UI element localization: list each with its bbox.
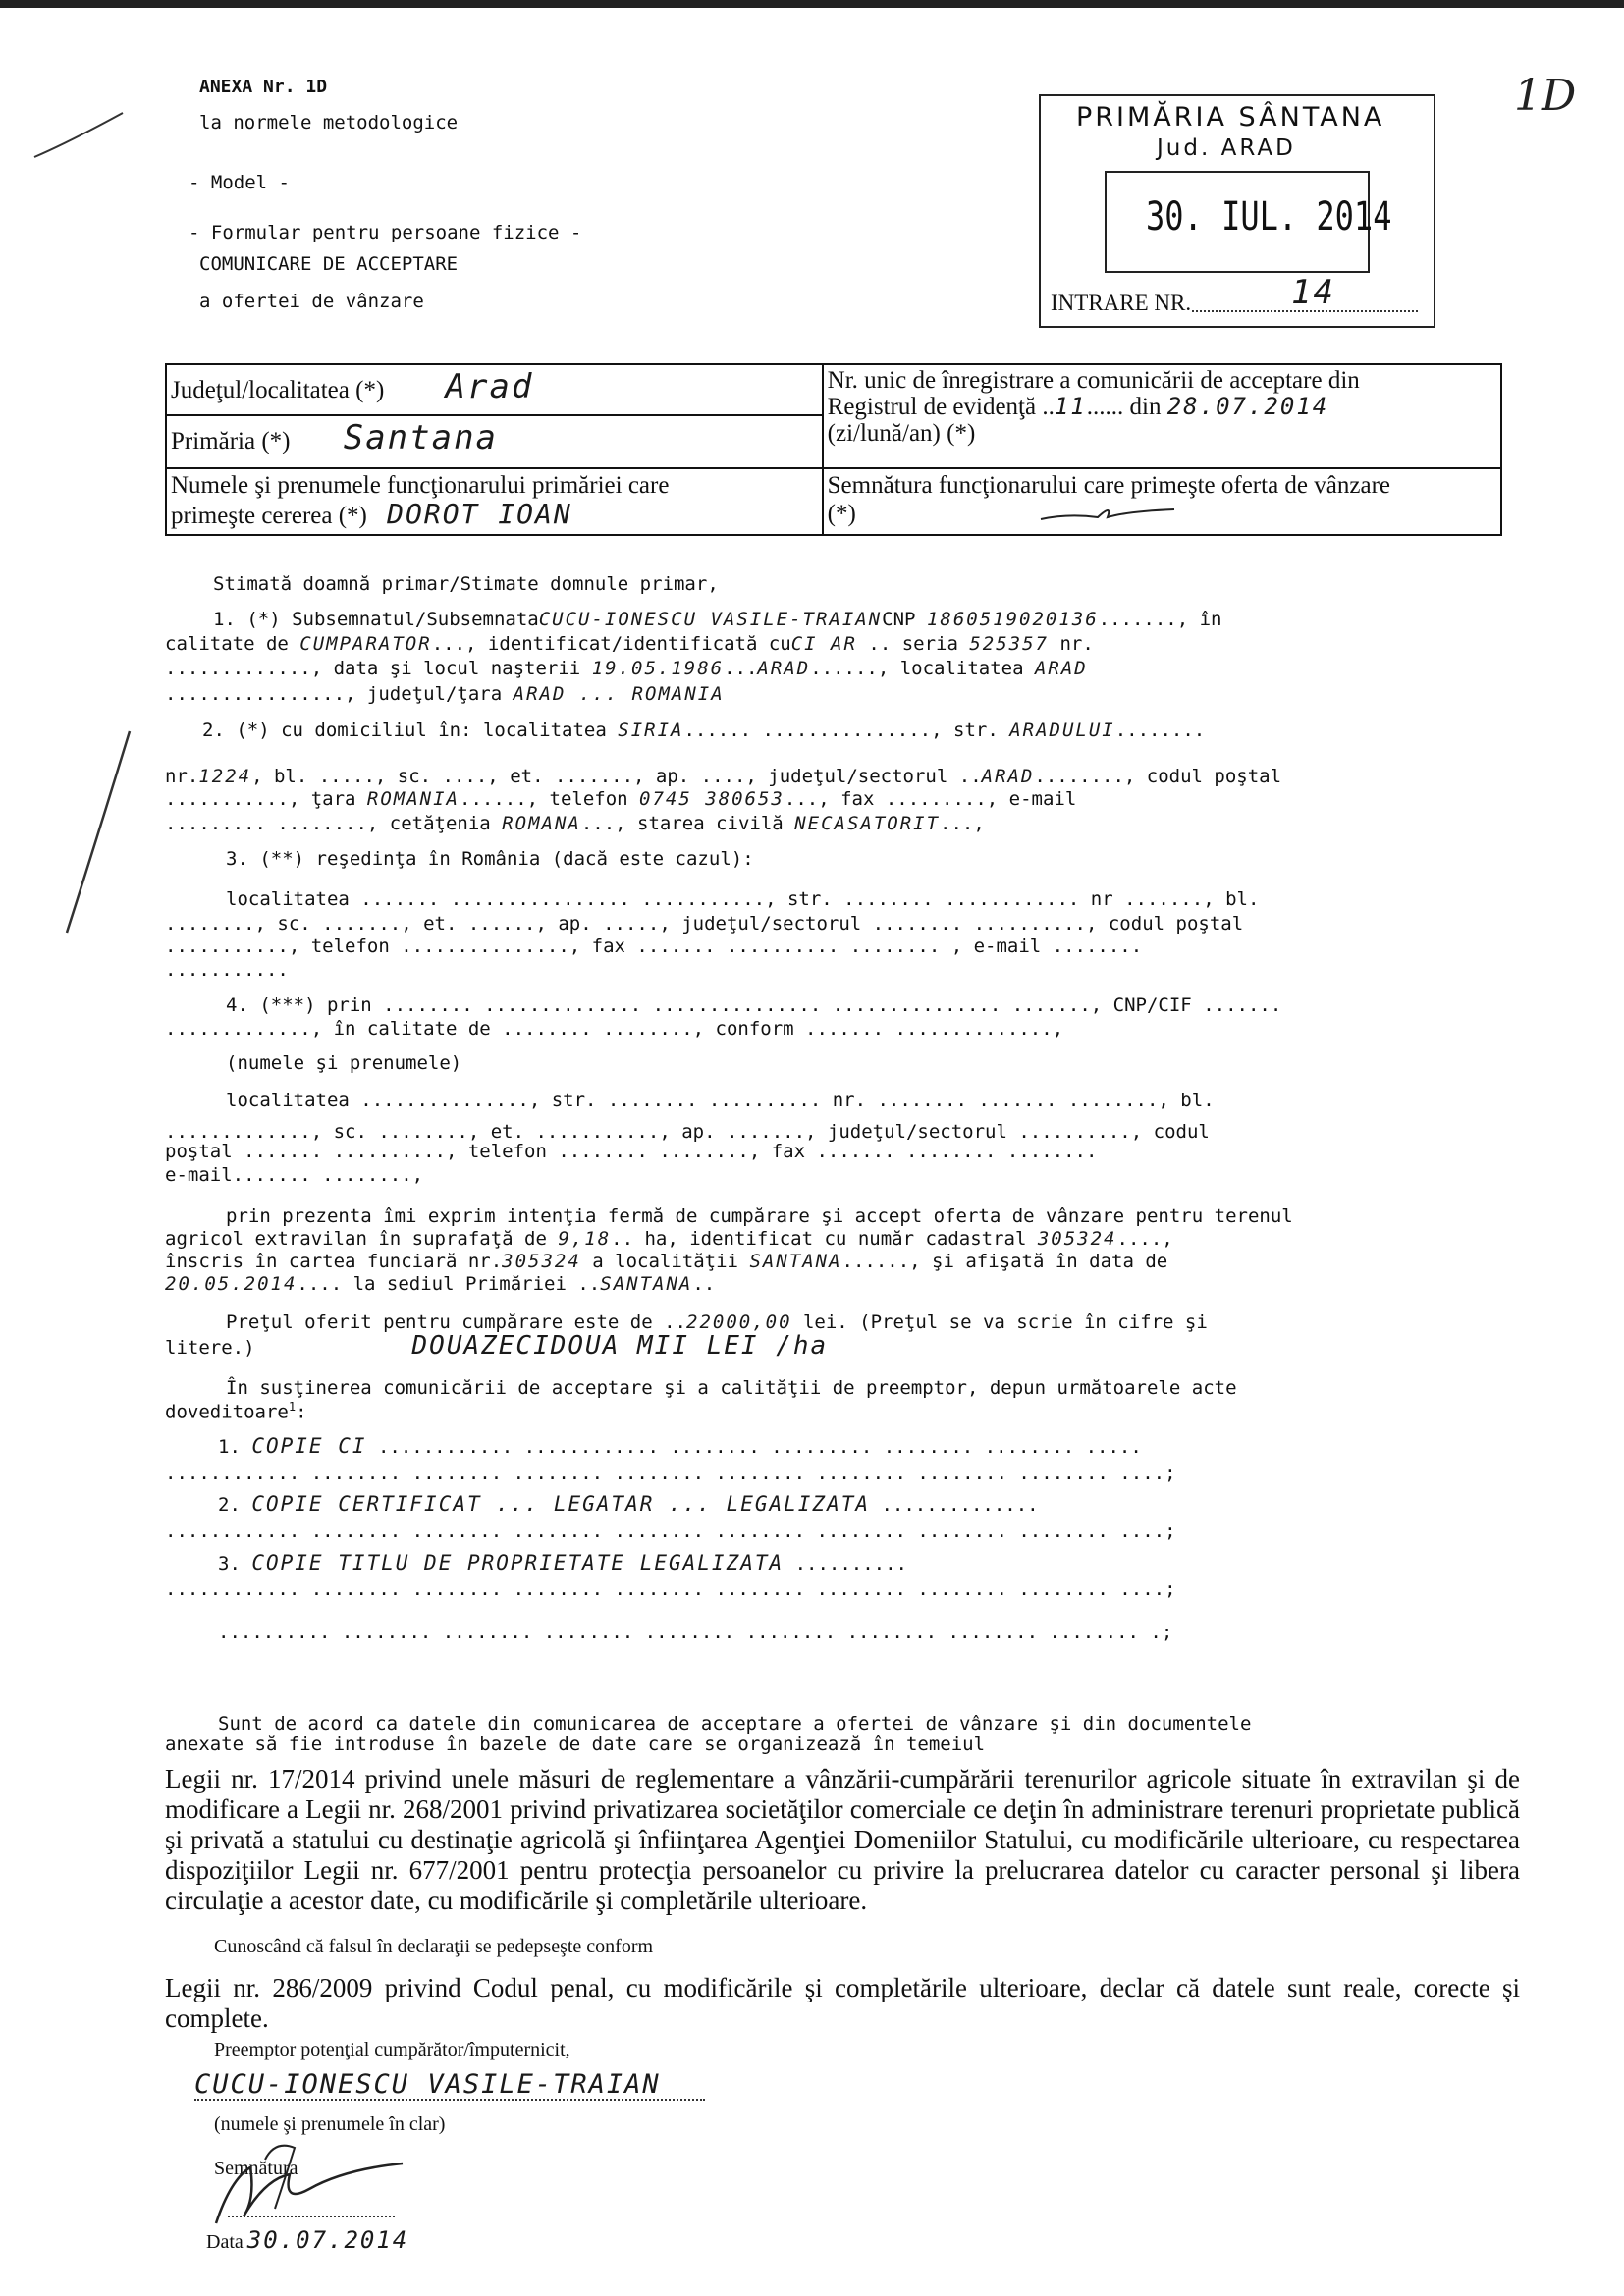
document-1: COPIE CI bbox=[251, 1434, 367, 1458]
registry-number-cell: Nr. unic de înregistrare a comunicării de acceptare din Registrul de evidenţă ..11...... din 28.07.2014 (zi/lună/an) (*) bbox=[823, 364, 1501, 468]
cadastral-number: 305324 bbox=[1037, 1228, 1117, 1250]
applicant-signature bbox=[196, 2120, 422, 2238]
official-signature-label-2: (*) bbox=[827, 501, 856, 527]
official-signature-label-1: Semnătura funcţionarului care primeşte oferta de vânzare bbox=[827, 472, 1390, 499]
scan-edge bbox=[0, 0, 1624, 8]
signatory-role: Preemptor potenţial cumpărător/împuternicit, bbox=[214, 2039, 570, 2060]
domicile-phone: 0745 380653 bbox=[639, 788, 785, 810]
form-title: COMUNICARE DE ACCEPTARE bbox=[199, 253, 459, 275]
page-mark: 1D bbox=[1514, 71, 1577, 121]
id-document: CI AR bbox=[790, 633, 857, 655]
s4-heading: 4. (***) prin ........ .............. ............... ............... ......., CNP/CIF ....... bbox=[226, 994, 1282, 1016]
official-signature-cell bbox=[823, 468, 1501, 535]
signature-date: 30.07.2014 bbox=[246, 2226, 409, 2254]
signature-dots bbox=[228, 2216, 395, 2217]
registry-label-1: Nr. unic de înregistrare a comunicării de acceptare din bbox=[827, 367, 1360, 394]
law-paragraph-2: Legii nr. 286/2009 privind Codul penal, cu modificările şi completările ulterioare, declar că datele sunt reale, corecte şi complete. bbox=[165, 1973, 1520, 2033]
applicant-cnp: 1860519020136 bbox=[926, 609, 1099, 630]
land-book-number: 305324 bbox=[502, 1251, 581, 1272]
salutation: Stimată doamnă primar/Stimate domnule primar, bbox=[213, 573, 719, 595]
norms-reference: la normele metodologice bbox=[199, 112, 459, 133]
document-3: COPIE TITLU DE PROPRIETATE LEGALIZATA bbox=[251, 1551, 785, 1575]
applicant-locality: ARAD bbox=[1034, 658, 1088, 679]
land-area: 9,18 bbox=[558, 1228, 612, 1250]
birth-place: ARAD bbox=[757, 658, 811, 679]
id-seria: 525357 bbox=[969, 633, 1049, 655]
domicile-number: 1224 bbox=[198, 766, 252, 787]
annex-number: ANEXA Nr. 1D bbox=[199, 77, 328, 97]
official-signature-scribble bbox=[1039, 504, 1176, 527]
signatory-name-dots bbox=[194, 2099, 705, 2101]
registry-din: din bbox=[1129, 394, 1162, 420]
doc1-number: 1. bbox=[218, 1436, 241, 1458]
registry-label-2: Registrul de evidenţă bbox=[827, 394, 1037, 420]
signatory-name: CUCU-IONESCU VASILE-TRAIAN bbox=[194, 2069, 661, 2100]
stamp-county: Jud. ARAD bbox=[1157, 135, 1296, 161]
doc3-number: 3. bbox=[218, 1553, 241, 1575]
s1-cnp-label: CNP bbox=[882, 609, 916, 630]
margin-pen-stroke bbox=[59, 726, 137, 942]
s3-heading: 3. (**) reşedinţa în România (dacă este cazul): bbox=[226, 848, 754, 870]
registration-stamp bbox=[1039, 94, 1435, 328]
mayoralty-cell bbox=[166, 415, 823, 468]
knowing-statement: Cunoscând că falsul în declaraţii se pedepseşte conform bbox=[214, 1936, 654, 1957]
applicant-county-country: ARAD ... ROMANIA bbox=[513, 683, 725, 705]
mayoralty-label: Primăria (*) bbox=[171, 428, 291, 454]
land-book-locality: SANTANA bbox=[749, 1251, 842, 1272]
county-label: Judeţul/localitatea (*) bbox=[171, 377, 385, 403]
official-label-1: Numele şi prenumele funcţionarului primăriei care bbox=[171, 472, 670, 499]
stamp-entry-number: 14 bbox=[1291, 273, 1335, 312]
stamp-date-box bbox=[1105, 171, 1392, 273]
stamp-date: 30. IUL. 2014 bbox=[1146, 194, 1392, 240]
law-paragraph-1: Legii nr. 17/2014 privind unele măsuri de reglementare a vânzării-cumpărării terenurilor agricole situate în extravilan şi de modificare a Legii nr. 268/2001 privind privatizarea societăţilor comerciale ce deţin în administrare terenuri proprietate publică şi privată a statului cu destinaţie agricolă şi înfiinţarea Agenţiei Domeniilor Statului, cu modificările ulterioare, cu respectarea dispoziţiilor Legii nr. 677/2001 pentru protecţia persoanelor cu privire la prelucrarea datelor cu caracter personal şi libera circulaţie a acestor date, cu modificările şi completările ulterioare. bbox=[165, 1764, 1520, 1915]
form-subtitle: a ofertei de vânzare bbox=[199, 291, 424, 312]
stamp-institution: PRIMĂRIA SÂNTANA bbox=[1076, 102, 1385, 133]
civil-status: NECASATORIT bbox=[794, 813, 941, 834]
registry-table bbox=[165, 363, 1502, 536]
form-type: - Formular pentru persoane fizice - bbox=[189, 222, 582, 243]
applicant-quality: CUMPARATOR bbox=[299, 633, 432, 655]
signature-label: Semnătura bbox=[214, 2158, 298, 2179]
domicile-county: ARAD bbox=[981, 766, 1035, 787]
applicant-name: CUCU-IONESCU VASILE-TRAIAN bbox=[538, 609, 883, 630]
domicile-locality: SIRIA bbox=[618, 720, 684, 741]
birth-date: 19.05.1986 bbox=[591, 658, 725, 679]
county-value: Arad bbox=[445, 367, 534, 406]
doc2-number: 2. bbox=[218, 1494, 241, 1516]
name-hint: (numele şi prenumele în clar) bbox=[214, 2113, 446, 2135]
offered-price: 22000,00 bbox=[686, 1311, 792, 1333]
display-mayoralty: SANTANA bbox=[600, 1273, 693, 1295]
document-2: COPIE CERTIFICAT ... LEGATAR ... LEGALIZATA bbox=[251, 1492, 870, 1516]
official-cell bbox=[166, 468, 823, 535]
s1-intro: 1. (*) Subsemnatul/Subsemnata bbox=[213, 609, 539, 630]
date-label: Data bbox=[206, 2231, 244, 2253]
model-label: - Model - bbox=[189, 172, 290, 193]
offered-price-words: DOUAZECIDOUA MII LEI /ha bbox=[411, 1331, 829, 1361]
mayoralty-value: Santana bbox=[343, 418, 499, 457]
citizenship: ROMANA bbox=[502, 813, 581, 834]
stamp-entry-label: INTRARE NR. bbox=[1051, 291, 1192, 315]
registry-number: 11 bbox=[1054, 393, 1087, 420]
official-label-2: primeşte cererea (*) bbox=[171, 503, 367, 529]
domicile-street: ARADULUI bbox=[1009, 720, 1115, 741]
pen-stroke-mark bbox=[29, 108, 128, 167]
domicile-country: ROMANIA bbox=[366, 788, 460, 810]
registry-date-format: (zi/lună/an) (*) bbox=[827, 420, 976, 447]
display-date: 20.05.2014 bbox=[165, 1273, 298, 1295]
official-value: DOROT IOAN bbox=[387, 498, 572, 530]
county-cell bbox=[166, 364, 823, 415]
registry-date: 28.07.2014 bbox=[1166, 393, 1329, 420]
